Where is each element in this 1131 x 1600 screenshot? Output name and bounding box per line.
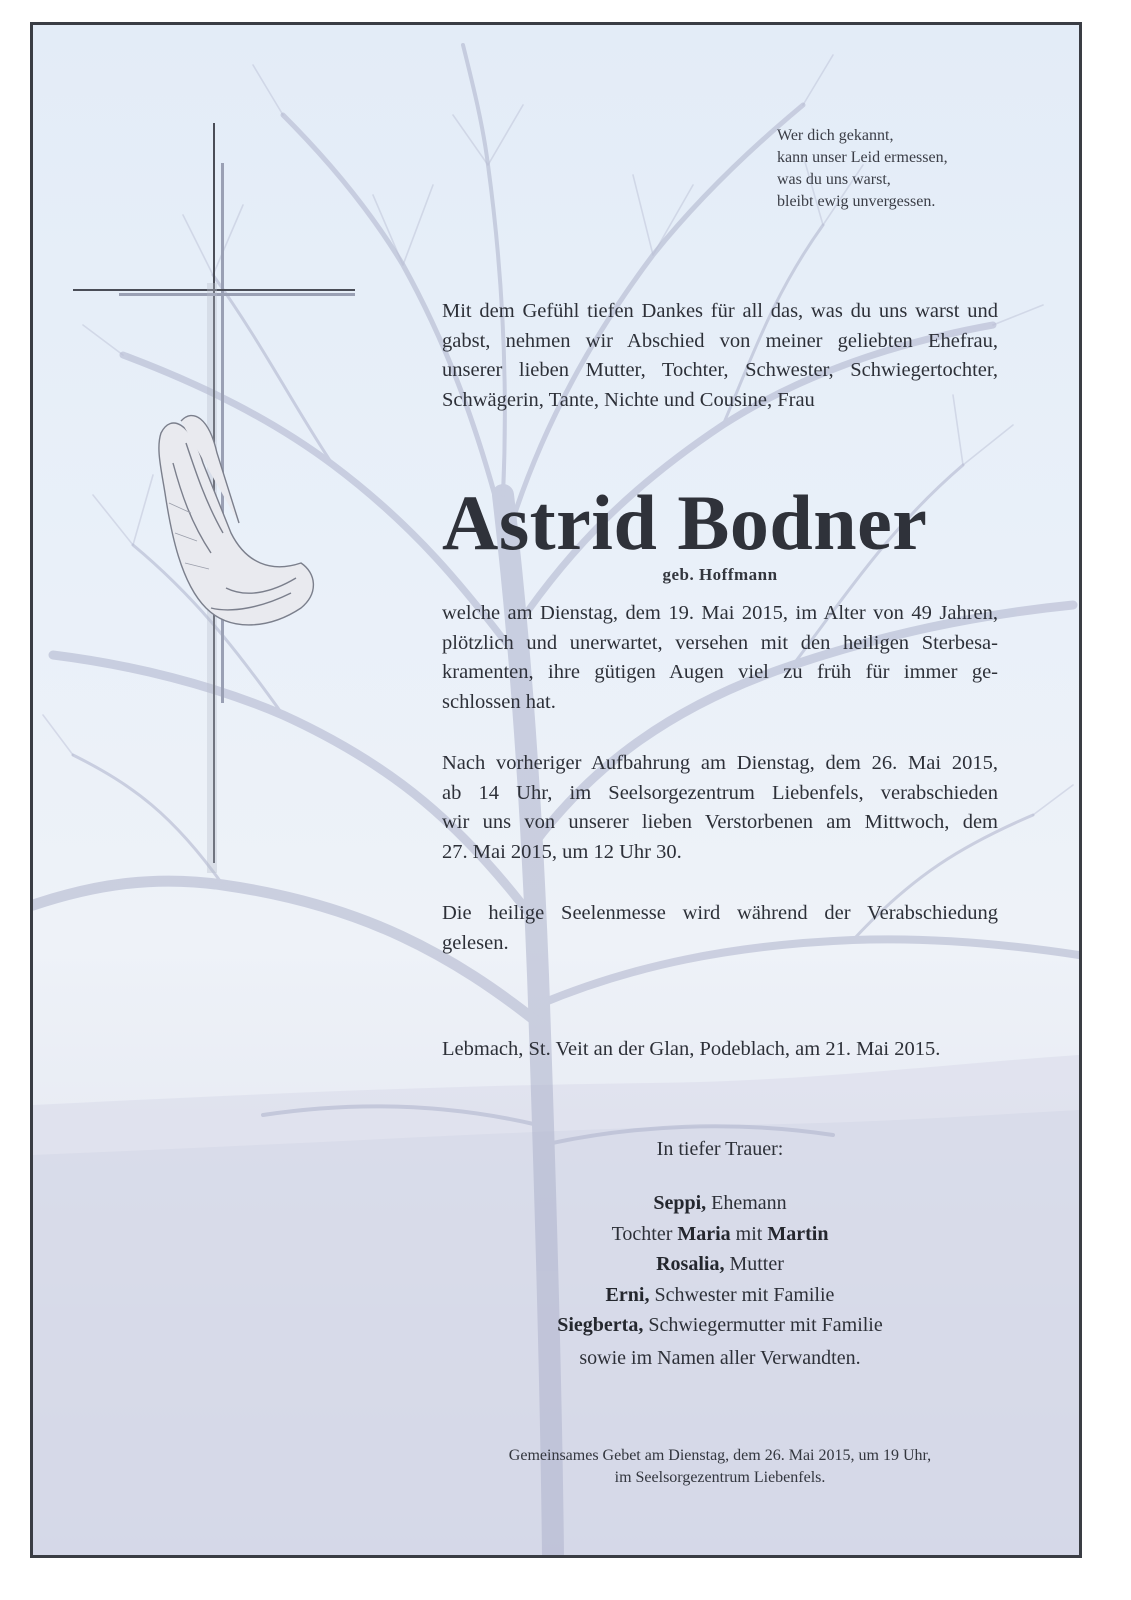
- intro-line: Mit dem Gefühl tiefen Dankes für all das, was du uns warst und: [442, 300, 998, 322]
- family-list: [442, 1188, 998, 1341]
- place-date: Lebmach, St. Veit an der Glan, Podeblach, am 21. Mai 2015.: [442, 1038, 941, 1060]
- viewing-paragraph: [442, 749, 998, 867]
- viewing-line: Nach vorheriger Aufbahrung am Dienstag, dem 26. Mai 2015,: [442, 752, 998, 774]
- family-member-name: Siegberta,: [557, 1314, 644, 1336]
- mass-line: gelesen.: [442, 931, 509, 954]
- viewing-line: ab 14 Uhr, im Seelsorgezentrum Liebenfels, verabschieden: [442, 781, 998, 804]
- family-member-relation: Schwester mit Familie: [654, 1283, 835, 1306]
- family-member: [442, 1188, 998, 1219]
- intro-paragraph: [442, 297, 998, 415]
- death-notice-paragraph: [442, 599, 998, 717]
- obituary-card: [30, 22, 1082, 1558]
- memorial-quote: [777, 125, 1037, 213]
- family-member-prefix: Tochter: [611, 1222, 673, 1245]
- death-notice-line: kramenten, ihre gütigen Augen viel zu früh für immer ge-: [442, 661, 998, 683]
- prayer-line: im Seelsorgezentrum Liebenfels.: [614, 1469, 826, 1486]
- family-member: [442, 1310, 998, 1341]
- family-member: [442, 1280, 998, 1311]
- praying-hands-icon: [151, 403, 321, 643]
- death-notice-line: welche am Dienstag, dem 19. Mai 2015, im Alter von 49 Jahren,: [442, 602, 998, 624]
- family-member-connector: mit: [735, 1222, 763, 1245]
- maiden-name: geb. Hoffmann: [662, 565, 778, 584]
- viewing-line: 27. Mai 2015, um 12 Uhr 30.: [442, 840, 682, 863]
- family-member-name: Erni,: [605, 1283, 650, 1306]
- prayer-notice: [442, 1445, 998, 1489]
- death-notice-line: plötzlich und unerwartet, versehen mit den heiligen Sterbesa-: [442, 631, 998, 654]
- family-member-name: Rosalia,: [656, 1253, 725, 1275]
- death-notice-line: schlossen hat.: [442, 690, 556, 713]
- family-member-name: Maria: [677, 1222, 731, 1245]
- intro-line: Schwägerin, Tante, Nichte und Cousine, Frau: [442, 388, 815, 411]
- family-member: [442, 1219, 998, 1250]
- mass-paragraph: [442, 899, 998, 958]
- family-member-name: Martin: [767, 1222, 829, 1245]
- mass-line: Die heilige Seelenmesse wird während der Verabschiedung: [442, 902, 998, 924]
- family-member: [442, 1249, 998, 1280]
- viewing-line: wir uns von unserer lieben Verstorbenen am Mittwoch, dem: [442, 811, 998, 833]
- quote-line: was du uns warst,: [777, 171, 891, 188]
- quote-line: Wer dich gekannt,: [777, 127, 894, 144]
- family-member-relation: Ehemann: [711, 1192, 787, 1214]
- intro-line: unserer lieben Mutter, Tochter, Schwester, Schwiegertochter,: [442, 359, 998, 381]
- deceased-name: Astrid Bodner: [442, 479, 928, 566]
- intro-line: gabst, nehmen wir Abschied von meiner geliebten Ehefrau,: [442, 329, 998, 352]
- prayer-line: Gemeinsames Gebet am Dienstag, dem 26. Mai 2015, um 19 Uhr,: [508, 1447, 932, 1464]
- family-member-relation: Schwiegermutter mit Familie: [648, 1314, 883, 1336]
- family-member-relation: Mutter: [729, 1253, 784, 1275]
- quote-line: bleibt ewig unvergessen.: [777, 193, 936, 210]
- mourning-heading: In tiefer Trauer:: [656, 1138, 784, 1160]
- relatives-line: sowie im Namen aller Verwandten.: [579, 1347, 861, 1369]
- family-member-name: Seppi,: [653, 1192, 707, 1214]
- quote-line: kann unser Leid ermessen,: [777, 149, 948, 166]
